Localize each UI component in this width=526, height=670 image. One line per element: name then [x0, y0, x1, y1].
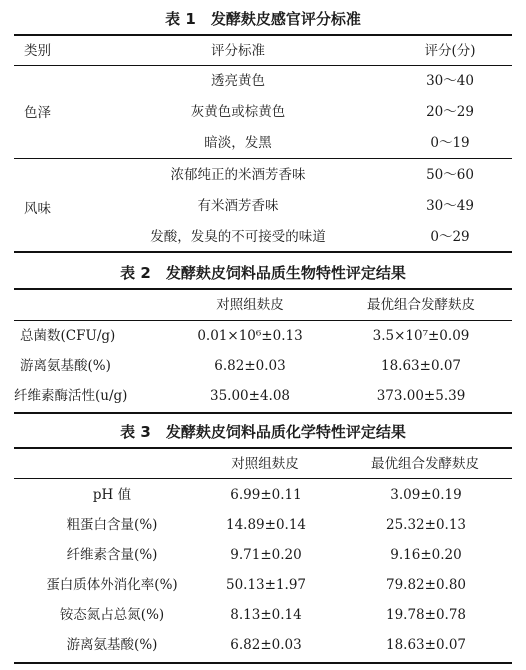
- table3-row-optimal: 19.78±0.78: [385, 607, 467, 623]
- table2-row-control: 35.00±4.08: [209, 388, 291, 404]
- table3-row-control: 9.71±0.20: [230, 547, 302, 563]
- table3-row-label: 粗蛋白含量(%): [66, 517, 158, 533]
- table1-score: 0～29: [430, 229, 470, 245]
- table1-criterion: 灰黄色或棕黄色: [190, 104, 286, 120]
- table1-top-rule: [14, 34, 512, 36]
- table2-row-control: 6.82±0.03: [214, 358, 286, 374]
- table3-row-label: pH 值: [92, 487, 132, 503]
- table2-row-label: 游离氨基酸(%): [20, 358, 111, 374]
- table1-score: 30～49: [426, 198, 474, 214]
- table1-category-2: 风味: [24, 201, 51, 217]
- table1-criterion: 发酸，发臭的不可接受的味道: [150, 229, 326, 245]
- table1-caption: 表 1 发酵麸皮感官评分标准: [165, 10, 361, 28]
- table1-criterion: 透亮黄色: [211, 73, 265, 89]
- table1-header-score: 评分(分): [424, 43, 476, 59]
- table2-header-optimal: 最优组合发酵麸皮: [367, 297, 475, 313]
- table3-top-rule: [14, 447, 512, 449]
- table2-header-control: 对照组麸皮: [216, 297, 284, 313]
- table1-criterion: 暗淡，发黑: [204, 135, 272, 151]
- table2-header-rule: [14, 320, 512, 321]
- table1-criterion: 有米酒芳香味: [197, 198, 279, 214]
- table1-score: 50～60: [426, 167, 474, 183]
- table3-row-optimal: 9.16±0.20: [390, 547, 462, 563]
- table3-header-optimal: 最优组合发酵麸皮: [371, 456, 479, 472]
- table1-score: 30～40: [426, 73, 474, 89]
- table3-bottom-rule: [14, 662, 512, 664]
- table2-row-control: 0.01×10⁶±0.13: [197, 328, 303, 344]
- table3-caption: 表 3 发酵麸皮饲料品质化学特性评定结果: [120, 423, 406, 441]
- table1-score: 20～29: [426, 104, 474, 120]
- table2-row-optimal: 3.5×10⁷±0.09: [372, 328, 470, 344]
- table1-score: 0～19: [430, 135, 470, 151]
- table3-row-label: 蛋白质体外消化率(%): [46, 577, 178, 593]
- table2-row-label: 总菌数(CFU/g): [20, 328, 116, 344]
- table3-header-rule: [14, 478, 512, 479]
- table1-bottom-rule: [14, 251, 512, 253]
- table3-row-optimal: 25.32±0.13: [385, 517, 467, 533]
- table3-row-optimal: 3.09±0.19: [390, 487, 462, 503]
- table3-row-label: 纤维素含量(%): [66, 547, 158, 563]
- table3-row-control: 8.13±0.14: [230, 607, 302, 623]
- table1-group-rule: [14, 158, 512, 159]
- table3-row-optimal: 79.82±0.80: [385, 577, 467, 593]
- table2-bottom-rule: [14, 412, 512, 414]
- table1-header-criterion: 评分标准: [211, 43, 265, 59]
- table3-row-control: 50.13±1.97: [225, 577, 307, 593]
- table3-row-control: 6.82±0.03: [230, 637, 302, 653]
- table2-row-optimal: 373.00±5.39: [376, 388, 466, 404]
- table3-header-control: 对照组麸皮: [231, 456, 299, 472]
- table1-header-category: 类别: [24, 43, 51, 59]
- table3-row-control: 14.89±0.14: [225, 517, 307, 533]
- table1-header-rule: [14, 65, 512, 66]
- table1-category-1: 色泽: [24, 105, 51, 121]
- table3-row-optimal: 18.63±0.07: [385, 637, 467, 653]
- table1-criterion: 浓郁纯正的米酒芳香味: [170, 167, 306, 183]
- table3-row-label: 铵态氮占总氮(%): [59, 607, 165, 623]
- table2-row-optimal: 18.63±0.07: [380, 358, 462, 374]
- table2-caption: 表 2 发酵麸皮饲料品质生物特性评定结果: [120, 264, 406, 282]
- table3-row-label: 游离氨基酸(%): [66, 637, 158, 653]
- table3-row-control: 6.99±0.11: [230, 487, 302, 503]
- table2-row-label: 纤维素酶活性(u/g): [14, 388, 128, 404]
- table2-top-rule: [14, 288, 512, 290]
